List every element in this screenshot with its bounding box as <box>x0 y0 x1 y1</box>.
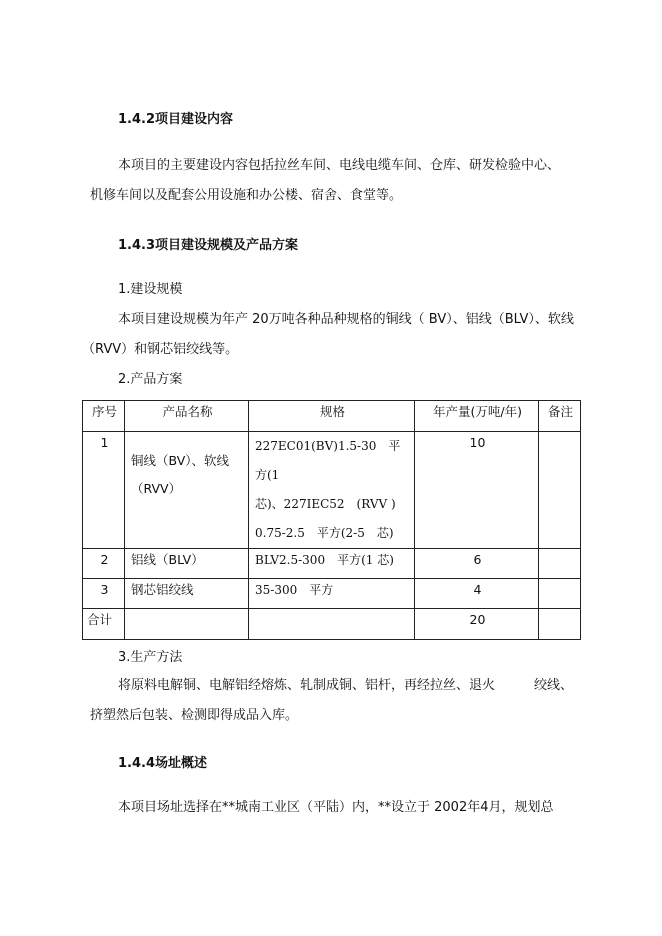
cell-empty <box>249 609 415 640</box>
cell-output: 6 <box>415 549 539 579</box>
cell-note <box>539 579 581 609</box>
header-cell-no: 序号 <box>83 401 125 432</box>
cell-note <box>539 549 581 579</box>
table-header-row <box>83 401 581 432</box>
cell-name-line: 铜线（BV）、软线 <box>131 453 229 468</box>
paragraph-line: 本项目建设规模为年产 20万吨各种品种规格的铜线（ BV）、铝线（BLV）、软线 <box>118 312 574 327</box>
subheading-scale: 1.建设规模 <box>118 282 183 297</box>
cell-no: 2 <box>83 549 125 579</box>
cell-spec-line: 0.75-2.5 平方(2-5 芯) <box>255 526 394 540</box>
cell-spec-line: 芯)、227IEC52 (RVV ) <box>255 497 396 511</box>
product-table <box>82 400 581 640</box>
cell-total-label: 合计 <box>83 609 125 640</box>
cell-total-output: 20 <box>415 609 539 640</box>
table-total-row <box>83 609 581 640</box>
paragraph-line: 本项目的主要建设内容包括拉丝车间、电线电缆车间、仓库、研发检验中心、 <box>118 158 561 173</box>
cell-output: 4 <box>415 579 539 609</box>
header-cell-name: 产品名称 <box>125 401 249 432</box>
paragraph-line: 挤塑然后包装、检测即得成品入库。 <box>90 708 299 723</box>
cell-name-line: （RVV） <box>131 481 182 496</box>
header-cell-note: 备注 <box>539 401 581 432</box>
cell-name: 钢芯铝绞线 <box>125 579 249 609</box>
paragraph-line: （RVV）和钢芯铝绞线等。 <box>82 342 239 357</box>
cell-output: 10 <box>415 432 539 549</box>
header-cell-output: 年产量(万吨/年) <box>415 401 539 432</box>
cell-no: 1 <box>83 432 125 549</box>
table-row <box>83 432 581 549</box>
section-heading-1-4-2: 1.4.2项目建设内容 <box>118 112 234 127</box>
cell-spec-line: 227EC01(BV)1.5-30 平方(1 <box>255 439 401 482</box>
section-heading-1-4-4: 1.4.4场址概述 <box>118 756 208 771</box>
paragraph-line: 将原料电解铜、电解铝经熔炼、轧制成铜、铝杆，再经拉丝、退火 绞线、 <box>118 678 574 693</box>
cell-spec <box>249 432 415 549</box>
cell-spec: 35-300 平方 <box>249 579 415 609</box>
table-row <box>83 579 581 609</box>
subheading-method: 3.生产方法 <box>118 650 183 665</box>
table-row <box>83 549 581 579</box>
cell-name: 铝线（BLV） <box>125 549 249 579</box>
cell-empty <box>539 609 581 640</box>
cell-spec: BLV2.5-300 平方(1 芯) <box>249 549 415 579</box>
section-heading-1-4-3: 1.4.3项目建设规模及产品方案 <box>118 238 299 253</box>
subheading-products: 2.产品方案 <box>118 372 183 387</box>
paragraph-line: 机修车间以及配套公用设施和办公楼、宿舍、食堂等。 <box>90 188 403 203</box>
cell-no: 3 <box>83 579 125 609</box>
cell-name <box>125 432 249 549</box>
cell-note <box>539 432 581 549</box>
cell-empty <box>125 609 249 640</box>
paragraph-line: 本项目场址选择在**城南工业区（平陆）内，**设立于 2002年4月，规划总 <box>118 800 554 815</box>
header-cell-spec: 规格 <box>249 401 415 432</box>
